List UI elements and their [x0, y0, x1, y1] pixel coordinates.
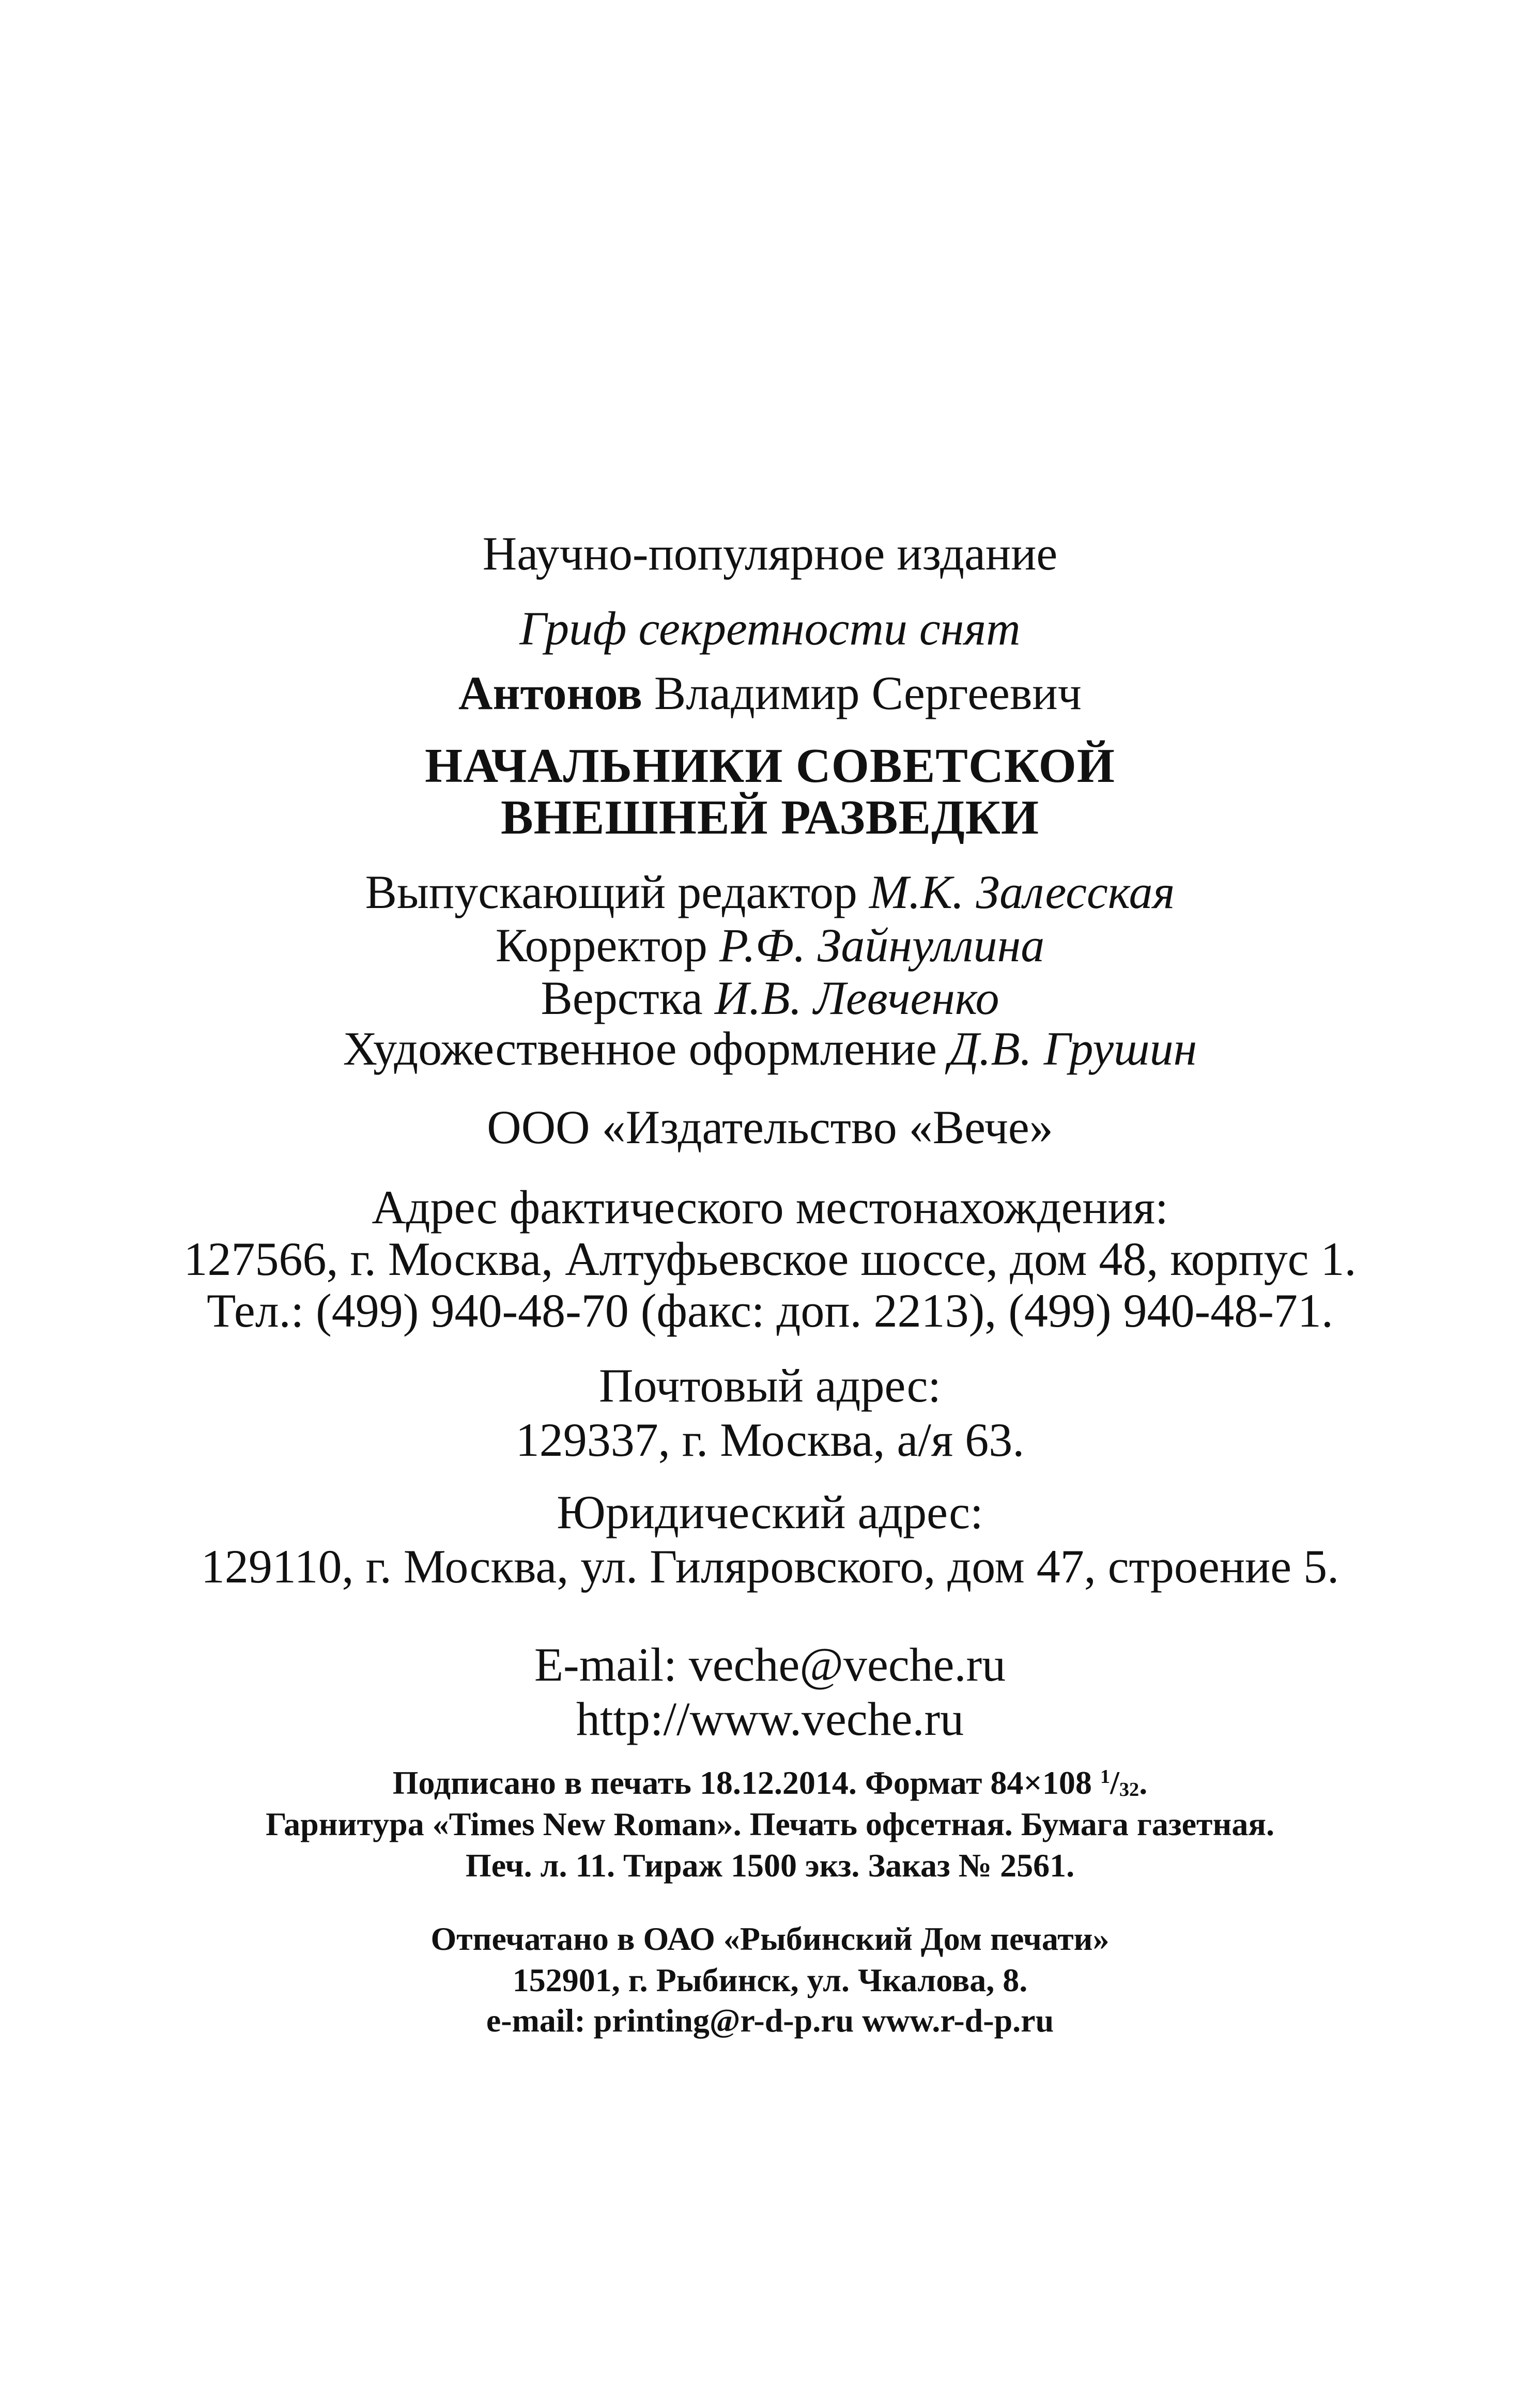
- publisher-name: ООО «Издательство «Вече»: [487, 1101, 1053, 1153]
- author-given-names: Владимир Сергеевич: [642, 667, 1082, 719]
- legal-address-value: 129110, г. Москва, ул. Гиляровского, дом 47, строение 5.: [201, 1540, 1339, 1593]
- printer-name: Отпечатано в ОАО «Рыбинский Дом печати»: [430, 1920, 1110, 1957]
- format-slash: /: [1110, 1764, 1119, 1801]
- author-line: [0, 669, 1540, 717]
- actual-address-phone: Тел.: (499) 940-48-70 (факс: доп. 2213), (499) 940-48-71.: [207, 1284, 1333, 1337]
- book-title-line-2: ВНЕШНЕЙ РАЗВЕДКИ: [500, 791, 1040, 844]
- book-title-line-1: НАЧАЛЬНИКИ СОВЕТСКОЙ: [425, 739, 1115, 793]
- credit-editor: [0, 868, 1540, 916]
- credit-name: М.К. Залесская: [869, 866, 1175, 918]
- format-numerator: 1: [1100, 1765, 1111, 1788]
- credit-role: Выпускающий редактор: [365, 866, 869, 918]
- credit-role: Корректор: [495, 919, 719, 972]
- typeface-line: Гарнитура «Times New Roman». Печать офсетная. Бумага газетная.: [266, 1806, 1274, 1842]
- postal-address-label: Почтовый адрес:: [599, 1359, 941, 1412]
- postal-address-value: 129337, г. Москва, а/я 63.: [515, 1413, 1025, 1466]
- legal-address-label: Юридический адрес:: [557, 1486, 983, 1538]
- publisher-email: E-mail: veche@veche.ru: [534, 1638, 1006, 1691]
- credit-role: Художественное оформление: [343, 1022, 949, 1075]
- credit-name: Р.Ф. Зайнуллина: [719, 919, 1045, 972]
- actual-address-street: 127566, г. Москва, Алтуфьевское шоссе, дом 48, корпус 1.: [183, 1233, 1357, 1285]
- edition-type: Научно-популярное издание: [482, 527, 1058, 580]
- credit-role: Верстка: [541, 972, 715, 1024]
- format-denominator: 32: [1119, 1778, 1139, 1801]
- signed-prefix: Подписано в печать 18.12.2014. Формат 84×108: [392, 1764, 1100, 1801]
- credit-name: И.В. Левченко: [714, 972, 999, 1024]
- print-run-line: Печ. л. 11. Тираж 1500 экз. Заказ № 2561.: [465, 1847, 1075, 1884]
- series-title: Гриф секретности снят: [519, 602, 1021, 655]
- publisher-website: http://www.veche.ru: [576, 1692, 964, 1745]
- credit-proofreader: [0, 919, 1540, 972]
- signed-to-print: [0, 1766, 1540, 1799]
- printer-address: 152901, г. Рыбинск, ул. Чкалова, 8.: [512, 1962, 1028, 1998]
- credit-design: [0, 1022, 1540, 1075]
- signed-suffix: .: [1139, 1764, 1148, 1801]
- printer-contacts: e-mail: printing@r-d-p.ru www.r-d-p.ru: [486, 2002, 1054, 2039]
- credit-layout: [0, 974, 1540, 1022]
- credit-name: Д.В. Грушин: [949, 1022, 1197, 1075]
- actual-address-label: Адрес фактического местонахождения:: [372, 1181, 1168, 1234]
- author-surname: Антонов: [458, 667, 642, 719]
